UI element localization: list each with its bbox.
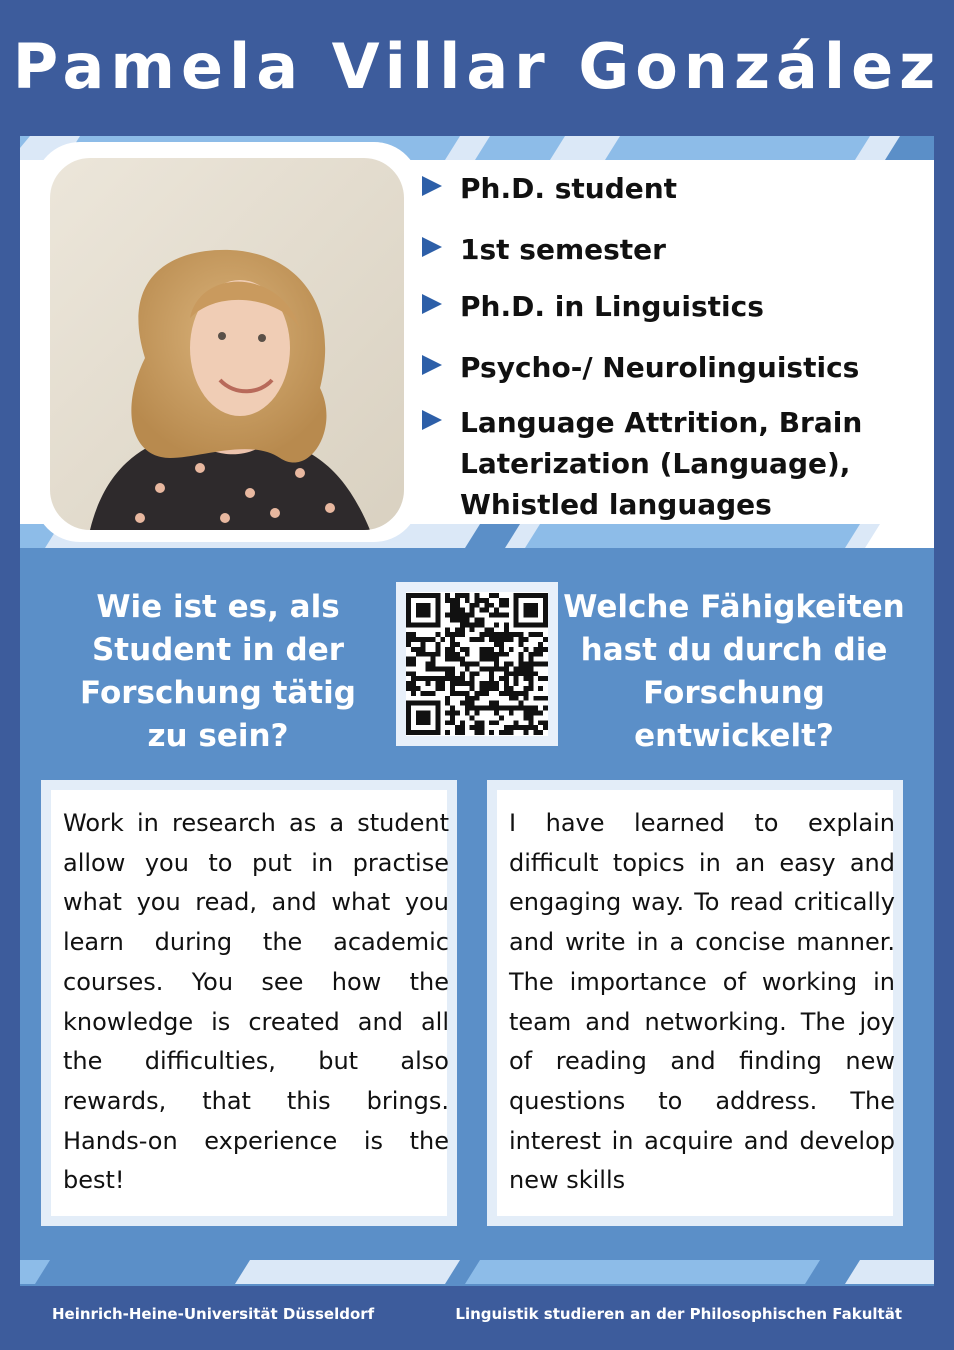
fact-item <box>416 286 926 327</box>
fact-text: Psycho-/ Neurolinguistics <box>460 351 860 384</box>
play-triangle-icon <box>422 176 442 196</box>
portrait-photo <box>50 158 404 530</box>
fact-item <box>416 402 926 525</box>
photo-frame <box>34 142 420 542</box>
question-left: Wie ist es, als Student in der Forschung tätig zu sein? <box>80 589 356 754</box>
play-triangle-icon <box>422 294 442 314</box>
fact-item <box>416 229 926 270</box>
footer-university: Heinrich-Heine-Universität Düsseldorf <box>52 1305 375 1323</box>
answer-box-left <box>41 780 457 1226</box>
profile-facts-list <box>416 168 926 545</box>
fact-text: 1st semester <box>460 233 666 266</box>
play-triangle-icon <box>422 410 442 430</box>
answer-text-left: Work in research as a student allow you to put in practise what you read, and what you learn during the academic courses. You see how the knowledge is created and all the difficulties, but also rewards, that this brings. Hands-on experience is the best! <box>63 809 449 1195</box>
fact-item <box>416 347 926 388</box>
fact-text: Language Attrition, Brain Laterization (Language), Whistled languages <box>460 406 863 521</box>
answer-box-right <box>487 780 903 1226</box>
question-right: Welche Fähigkeiten hast du durch die Forschung entwickelt? <box>563 589 905 754</box>
fact-text: Ph.D. student <box>460 172 678 205</box>
decorative-stripes-lower <box>20 1260 934 1284</box>
qr-code <box>406 592 548 736</box>
profile-panel <box>20 136 934 548</box>
page-title: Pamela Villar González <box>12 30 942 103</box>
play-triangle-icon <box>422 355 442 375</box>
fact-text: Ph.D. in Linguistics <box>460 290 764 323</box>
footer-faculty: Linguistik studieren an der Philosophischen Fakultät <box>455 1305 902 1323</box>
qa-panel <box>20 548 934 1286</box>
fact-item <box>416 168 926 209</box>
play-triangle-icon <box>422 237 442 257</box>
qr-code-frame <box>396 582 558 746</box>
answer-text-right: I have learned to explain difficult topics in an easy and engaging way. To read critically and write in a concise manner. The importance of working in team and networking. The joy of reading and finding new questions to address. The interest in acquire and develop new skills <box>509 809 895 1195</box>
